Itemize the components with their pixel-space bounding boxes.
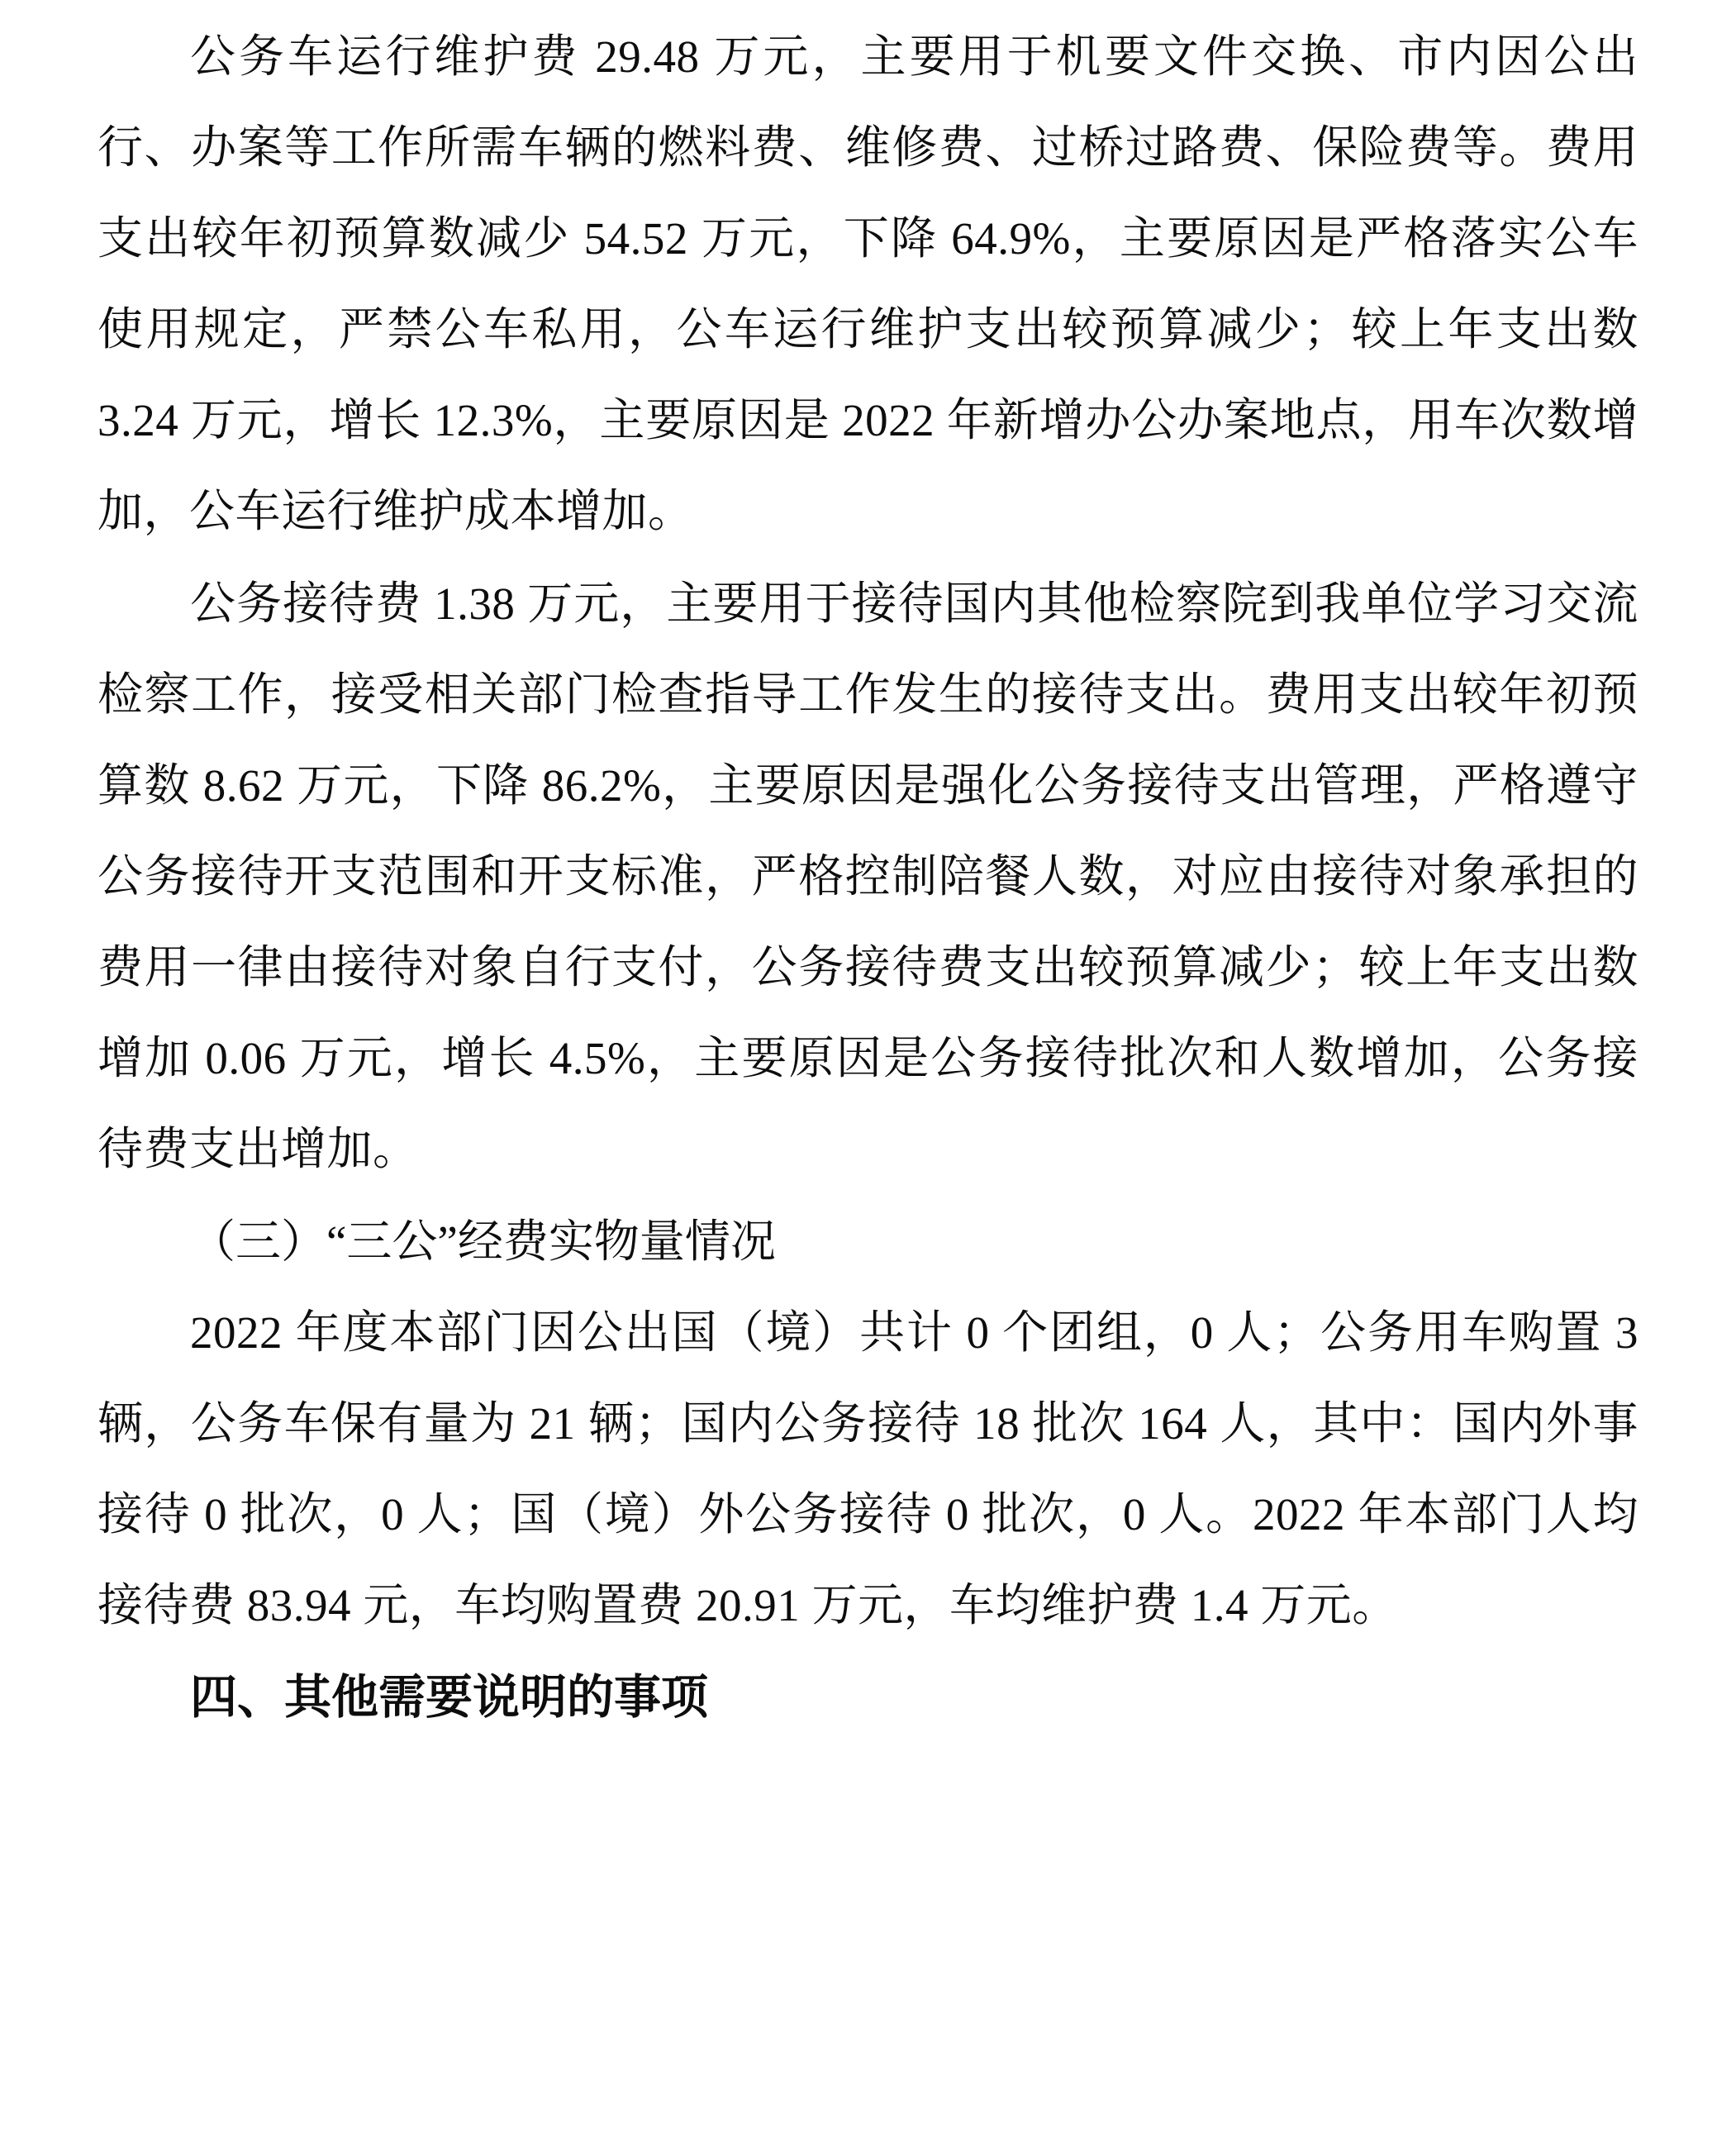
section-heading-three-public-expenses-quantity: （三）“三公”经费实物量情况 [190, 1216, 776, 1267]
paragraph-vehicle-maintenance-fee: 公务车运行维护费 29.48 万元，主要用于机要文件交换、市内因公出行、办案等工作所需车辆的燃料费、维修费、过桥过路费、保险费等。费用支出较年初预算数减少 54.52 万元，下降 64.9%，主要原因是严格落实公车使用规定，严禁公车私用，公车运行维护支出较预算减少；较上年支出数 3.24 万元，增长 12.3%，主要原因是 2022 年新增办公办案地点，用车次数增加，公车运行维护成本增加。 [98, 31, 1638, 536]
section-heading-other-matters: 四、其他需要说明的事项 [190, 1672, 708, 1724]
paragraph-official-reception-fee: 公务接待费 1.38 万元，主要用于接待国内其他检察院到我单位学习交流检察工作，接受相关部门检查指导工作发生的接待支出。费用支出较年初预算数 8.62 万元，下降 86.2%，主要原因是强化公务接待支出管理，严格遵守公务接待开支范围和开支标准，严格控制陪餐人数，对应由接待对象承担的费用一律由接待对象自行支付，公务接待费支出较预算减少；较上年支出数增加 0.06 万元，增长 4.5%，主要原因是公务接待批次和人数增加，公务接待费支出增加。 [98, 578, 1638, 1174]
paragraph-physical-quantity: 2022 年度本部门因公出国（境）共计 0 个团组，0 人；公务用车购置 3 辆，公务车保有量为 21 辆；国内公务接待 18 批次 164 人，其中：国内外事接待 0 批次，0 人；国（境）外公务接待 0 批次，0 人。2022 年本部门人均接待费 83.94 元，车均购置费 20.91 万元，车均维护费 1.4 万元。 [98, 1307, 1638, 1630]
